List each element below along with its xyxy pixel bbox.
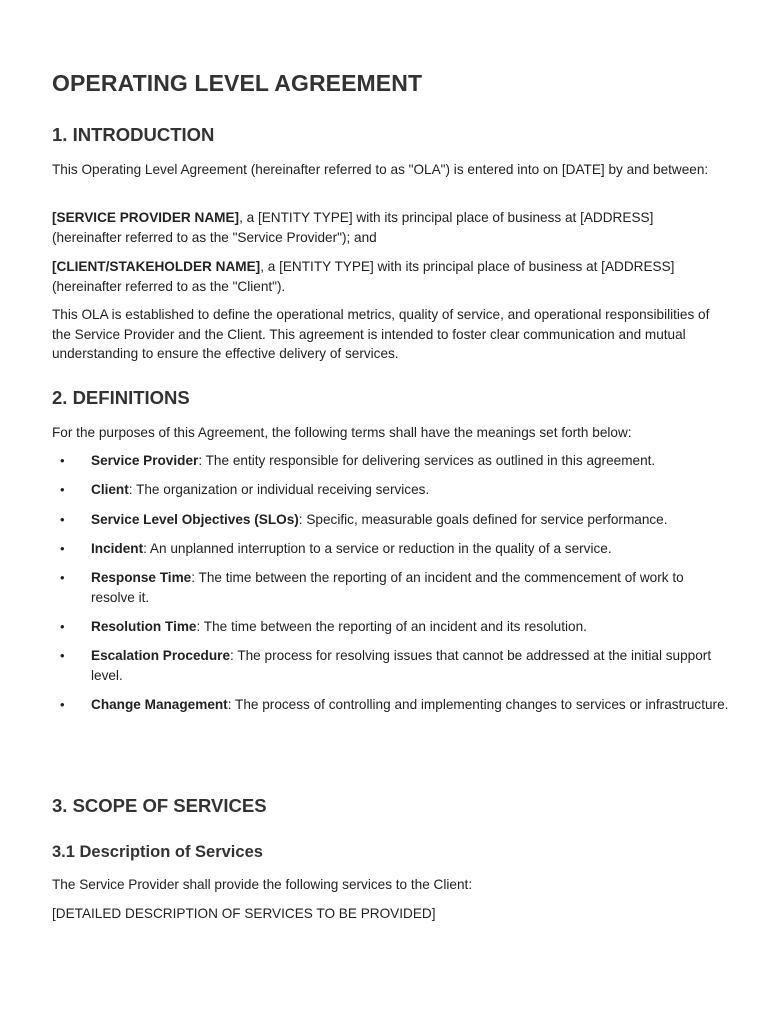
definition-item — [52, 646, 732, 685]
scope-paragraph-1: The Service Provider shall provide the following services to the Client: — [52, 877, 473, 892]
bullet-icon: • — [60, 648, 65, 664]
definition-term: Resolution Time — [91, 618, 197, 634]
intro-paragraph-service-provider — [52, 208, 722, 247]
bullet-icon: • — [60, 511, 65, 527]
definitions-list — [52, 451, 732, 724]
definition-text: : The process for resolving issues that cannot be addressed at the initial support level. — [91, 648, 712, 683]
definition-term: Escalation Procedure — [91, 648, 231, 664]
client-details: , a [ENTITY TYPE] with its principal place of business at [ADDRESS] (hereinafter referred to as the "Client"). — [52, 259, 675, 294]
definition-item — [52, 451, 732, 471]
definition-text: : The organization or individual receiving services. — [128, 482, 430, 498]
scope-services-placeholder: [DETAILED DESCRIPTION OF SERVICES TO BE PROVIDED] — [52, 906, 436, 921]
definition-text: : Specific, measurable goals defined for service performance. — [298, 511, 668, 527]
definition-item — [52, 568, 732, 607]
section-heading-introduction: 1. INTRODUCTION — [52, 124, 215, 145]
bullet-icon: • — [60, 570, 65, 586]
definition-term: Service Level Objectives (SLOs) — [91, 511, 299, 527]
definition-text: : The time between the reporting of an incident and its resolution. — [196, 618, 587, 634]
service-provider-details: , a [ENTITY TYPE] with its principal place of business at [ADDRESS] (hereinafter referred to as the "Service Provider"); and — [52, 210, 654, 245]
definition-text: : The time between the reporting of an incident and the commencement of work to resolve it. — [91, 570, 684, 605]
intro-paragraph-client — [52, 257, 722, 296]
definition-text: : The entity responsible for delivering services as outlined in this agreement. — [198, 453, 656, 468]
bullet-icon: • — [60, 540, 65, 556]
section-heading-definitions: 2. DEFINITIONS — [52, 387, 190, 408]
bullet-icon: • — [60, 453, 65, 468]
bullet-icon: • — [60, 697, 65, 713]
definition-term: Incident — [91, 540, 144, 556]
definition-item — [52, 695, 732, 715]
definitions-lead: For the purposes of this Agreement, the following terms shall have the meanings set forth below: — [52, 425, 632, 440]
document-title: OPERATING LEVEL AGREEMENT — [52, 70, 423, 96]
definition-item — [52, 617, 732, 637]
bullet-icon: • — [60, 618, 65, 634]
subsection-heading-description: 3.1 Description of Services — [52, 843, 263, 861]
intro-paragraph-1: This Operating Level Agreement (hereinafter referred to as "OLA") is entered into on [DATE] by and between: — [52, 162, 709, 177]
definition-term: Service Provider — [91, 453, 199, 468]
service-provider-name-placeholder: [SERVICE PROVIDER NAME] — [52, 210, 240, 225]
section-heading-scope: 3. SCOPE OF SERVICES — [52, 795, 267, 816]
intro-paragraph-purpose: This OLA is established to define the operational metrics, quality of service, and operational responsibilities of the Service Provider and the Client. This agreement is intended to foster clear communication and mutual understanding to ensure the effective delivery of services. — [52, 307, 710, 361]
definition-term: Response Time — [91, 570, 192, 586]
definition-item — [52, 539, 732, 559]
definition-item — [52, 480, 732, 500]
definition-term: Change Management — [91, 697, 228, 713]
bullet-icon: • — [60, 482, 65, 498]
definition-text: : An unplanned interruption to a service or reduction in the quality of a service. — [143, 540, 612, 556]
client-name-placeholder: [CLIENT/STAKEHOLDER NAME] — [52, 259, 261, 274]
definition-term: Client — [91, 482, 129, 498]
definition-item — [52, 510, 732, 530]
definition-text: : The process of controlling and implementing changes to services or infrastructure. — [227, 697, 729, 713]
